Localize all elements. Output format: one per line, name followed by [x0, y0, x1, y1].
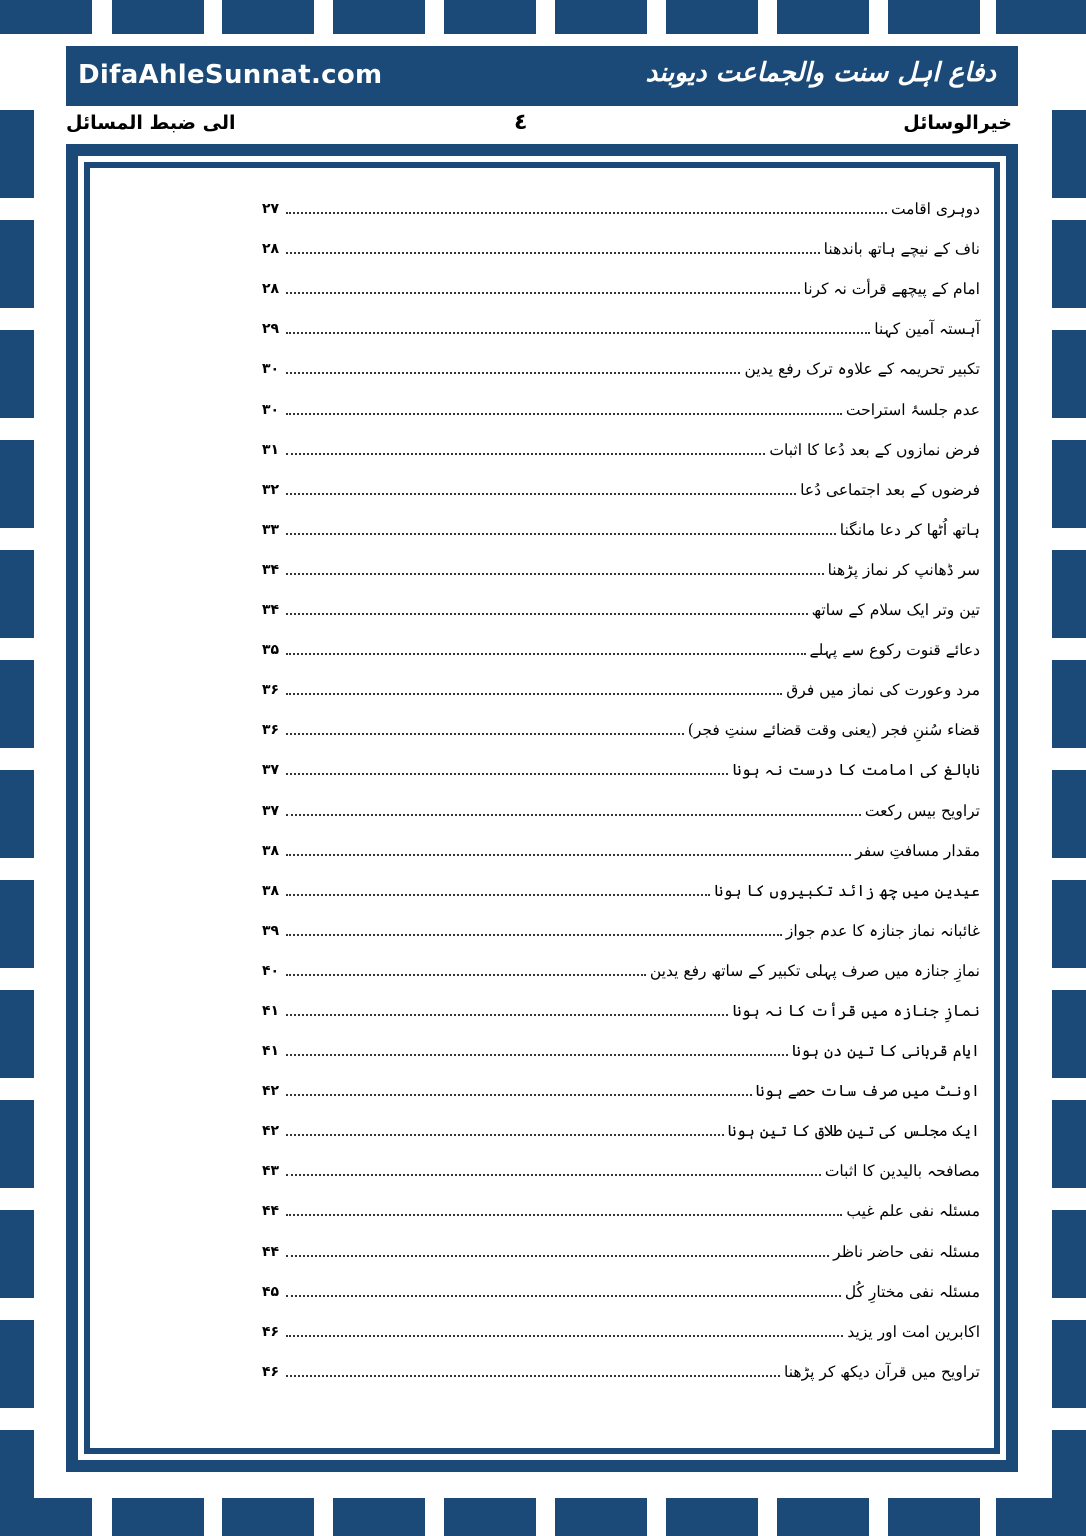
toc-row[interactable] [262, 220, 980, 260]
toc-title: آہستہ آمین کہنا [874, 320, 980, 339]
toc-page-number: ۳۷ [262, 802, 280, 819]
border-tile [1052, 0, 1086, 34]
border-tile [1052, 440, 1086, 528]
toc-row[interactable] [262, 380, 980, 420]
border-tile [1052, 990, 1086, 1078]
toc-page-number: ۴۳ [262, 1163, 280, 1180]
toc-page-number: ۴۲ [262, 1083, 280, 1100]
toc-row[interactable] [262, 902, 980, 942]
toc-row[interactable] [262, 541, 980, 581]
border-tile [666, 1498, 758, 1536]
toc-title: مسئلہ نفی مختارِ کُل [844, 1282, 980, 1301]
toc-title: ایک مجلس کی تین طلاق کا تین ہونا [727, 1122, 980, 1141]
toc-page-number: ۴۱ [262, 1002, 280, 1019]
toc-title: اکابرین امت اور یزید [847, 1322, 980, 1341]
border-tile [1052, 330, 1086, 418]
toc-row[interactable] [262, 822, 980, 862]
toc-page-number: ۲۸ [262, 241, 280, 258]
header-banner [66, 46, 1018, 106]
toc-page-number: ۲۷ [262, 201, 280, 218]
toc-row[interactable] [262, 421, 980, 461]
toc-page-number: ۴۱ [262, 1043, 280, 1060]
toc-row[interactable] [262, 180, 980, 220]
border-tile [0, 1430, 34, 1518]
toc-leader-dots [286, 773, 728, 775]
toc-leader-dots [286, 1014, 728, 1016]
toc-row[interactable] [262, 340, 980, 380]
book-title-part-2: الی ضبط المسائل [66, 112, 236, 134]
toc-page-number: ۳۹ [262, 922, 280, 939]
toc-row[interactable] [262, 1142, 980, 1182]
toc-page-number: ۳۴ [262, 561, 280, 578]
toc-leader-dots [286, 1295, 841, 1297]
toc-leader-dots [286, 934, 782, 936]
toc-title: مسئلہ نفی علم غیب [846, 1202, 980, 1221]
toc-leader-dots [286, 613, 808, 615]
toc-page-number: ۳۴ [262, 602, 280, 619]
toc-page-number: ۳۱ [262, 441, 280, 458]
border-tile [0, 440, 34, 528]
border-tile [555, 1498, 647, 1536]
toc-page-number: ۳۷ [262, 762, 280, 779]
book-subheader [66, 108, 1018, 142]
toc-row[interactable] [262, 781, 980, 821]
toc-page-number: ۳۰ [262, 401, 280, 418]
toc-row[interactable] [262, 1263, 980, 1303]
toc-leader-dots [286, 894, 710, 896]
toc-leader-dots [286, 1054, 788, 1056]
border-tile [112, 1498, 204, 1536]
border-tile [0, 880, 34, 968]
toc-row[interactable] [262, 621, 980, 661]
border-tile [333, 1498, 425, 1536]
border-tile [222, 1498, 314, 1536]
toc-row[interactable] [262, 1022, 980, 1062]
toc-leader-dots [286, 693, 782, 695]
toc-title: فرض نمازوں کے بعد دُعا کا اثبات [769, 440, 980, 459]
toc-title: ناف کے نیچے ہاتھ باندھنا [823, 240, 980, 259]
toc-page-number: ۴۴ [262, 1243, 280, 1260]
toc-page-number: ۲۸ [262, 281, 280, 298]
border-tile [333, 0, 425, 34]
border-tile [0, 330, 34, 418]
toc-page-number: ۴۴ [262, 1203, 280, 1220]
toc-title: مقدار مسافتِ سفر [855, 841, 980, 860]
border-tile [777, 0, 869, 34]
border-tile [444, 1498, 536, 1536]
toc-page-number: ۴۶ [262, 1323, 280, 1340]
border-tile [1052, 1320, 1086, 1408]
toc-page-number: ۳۰ [262, 361, 280, 378]
toc-row[interactable] [262, 1303, 980, 1343]
toc-title: دعائے قنوت رکوع سے پہلے [809, 641, 980, 660]
toc-leader-dots [286, 493, 796, 495]
border-tile [666, 0, 758, 34]
toc-title: مصافحہ بالیدین کا اثبات [824, 1162, 980, 1181]
toc-leader-dots [286, 292, 800, 294]
toc-row[interactable] [262, 1343, 980, 1383]
border-tile [0, 770, 34, 858]
toc-page-number: ۳۸ [262, 882, 280, 899]
toc-leader-dots [286, 413, 842, 415]
border-tile [555, 0, 647, 34]
toc-row[interactable] [262, 982, 980, 1022]
toc-page-number: ۳۸ [262, 842, 280, 859]
border-tile [444, 0, 536, 34]
table-of-contents [262, 180, 980, 1383]
toc-page-number: ۴۶ [262, 1363, 280, 1380]
toc-leader-dots [286, 1174, 821, 1176]
toc-leader-dots [286, 453, 765, 455]
toc-title: نمازِ جنازہ میں قرأت کا نہ ہونا [732, 1001, 980, 1020]
border-tile [1052, 770, 1086, 858]
toc-leader-dots [286, 372, 740, 374]
toc-row[interactable] [262, 862, 980, 902]
toc-leader-dots [286, 1214, 842, 1216]
toc-row[interactable] [262, 260, 980, 300]
toc-title: اونٹ میں صرف سات حصے ہونا [755, 1082, 980, 1101]
toc-leader-dots [286, 1094, 752, 1096]
border-tile [0, 550, 34, 638]
toc-row[interactable] [262, 661, 980, 701]
organization-logo-text: دفاع اہل سنت والجماعت دیوبند [645, 58, 996, 88]
border-tile [0, 110, 34, 198]
border-tile [0, 1210, 34, 1298]
border-tile [0, 0, 34, 34]
border-tile [1052, 1430, 1086, 1518]
border-tile [777, 1498, 869, 1536]
toc-row[interactable] [262, 1222, 980, 1262]
toc-title: عیدین میں چھ زائد تکبیروں کا ہونا [714, 881, 980, 900]
toc-page-number: ۳۲ [262, 481, 280, 498]
toc-leader-dots [286, 1335, 843, 1337]
toc-leader-dots [286, 332, 870, 334]
toc-row[interactable] [262, 1182, 980, 1222]
toc-title: مرد وعورت کی نماز میں فرق [786, 681, 980, 700]
toc-page-number: ۴۵ [262, 1283, 280, 1300]
site-name[interactable]: DifaAhleSunnat.com [78, 60, 383, 90]
toc-row[interactable] [262, 501, 980, 541]
border-tile [1052, 110, 1086, 198]
border-tile [1052, 880, 1086, 968]
toc-page-number: ۳۶ [262, 722, 280, 739]
toc-title: مسئلہ نفی حاضر ناظر [833, 1242, 980, 1261]
toc-leader-dots [286, 1375, 780, 1377]
toc-leader-dots [286, 1255, 829, 1257]
toc-leader-dots [286, 653, 806, 655]
toc-leader-dots [286, 573, 824, 575]
toc-row[interactable] [262, 701, 980, 741]
toc-title: ایام قربانی کا تین دن ہونا [791, 1042, 980, 1061]
toc-page-number: ۳۳ [262, 521, 280, 538]
border-tile [0, 220, 34, 308]
toc-row[interactable] [262, 581, 980, 621]
border-tile [1052, 660, 1086, 748]
toc-leader-dots [286, 733, 684, 735]
page-number: ٤ [514, 110, 528, 135]
border-tile [1052, 220, 1086, 308]
toc-title: امام کے پیچھے قرأت نہ کرنا [803, 280, 980, 299]
toc-title: تکبیر تحریمہ کے علاوہ ترک رفع یدین [744, 360, 980, 379]
toc-title: سر ڈھانپ کر نماز پڑھنا [827, 560, 980, 579]
toc-page-number: ۳۶ [262, 682, 280, 699]
toc-title: نمازِ جنازہ میں صرف پہلی تکبیر کے ساتھ رفع یدین [649, 961, 980, 980]
toc-leader-dots [286, 1134, 724, 1136]
border-tile [112, 0, 204, 34]
toc-leader-dots [286, 974, 646, 976]
toc-page-number: ۳۵ [262, 642, 280, 659]
border-tile [888, 1498, 980, 1536]
toc-page-number: ۴۲ [262, 1123, 280, 1140]
toc-row[interactable] [262, 300, 980, 340]
border-tile [1052, 1100, 1086, 1188]
toc-row[interactable] [262, 1062, 980, 1102]
toc-title: تراویح بیس رکعت [864, 801, 980, 820]
border-tile [0, 1100, 34, 1188]
toc-row[interactable] [262, 1102, 980, 1142]
border-tile [1052, 1210, 1086, 1298]
border-tile [222, 0, 314, 34]
border-tile [888, 0, 980, 34]
toc-page-number: ۴۰ [262, 962, 280, 979]
toc-row[interactable] [262, 741, 980, 781]
toc-leader-dots [286, 212, 887, 214]
toc-row[interactable] [262, 461, 980, 501]
toc-leader-dots [286, 252, 820, 254]
toc-page-number: ۲۹ [262, 321, 280, 338]
toc-leader-dots [286, 533, 836, 535]
book-title-part-1: خیرالوسائل [903, 112, 1012, 134]
toc-title: فرضوں کے بعد اجتماعی دُعا [800, 480, 980, 499]
border-tile [0, 990, 34, 1078]
toc-leader-dots [286, 854, 851, 856]
toc-title: غائبانہ نماز جنازہ کا عدم جواز [785, 921, 980, 940]
border-tile [1052, 550, 1086, 638]
toc-title: دوہری اقامت [890, 200, 980, 219]
toc-title: قضاء سُننِ فجر (یعنی وقت قضائے سنتِ فجر) [687, 721, 980, 740]
toc-row[interactable] [262, 942, 980, 982]
toc-title: ہاتھ اُٹھا کر دعا مانگنا [839, 520, 980, 539]
toc-title: تراویح میں قرآن دیکھ کر پڑھنا [784, 1362, 980, 1381]
toc-title: عدم جلسۂ استراحت [845, 400, 980, 419]
border-tile [0, 660, 34, 748]
toc-leader-dots [286, 814, 861, 816]
border-tile [0, 1320, 34, 1408]
toc-title: نابالغ کی امامت کا درست نہ ہونا [732, 761, 980, 780]
toc-title: تین وتر ایک سلام کے ساتھ [811, 601, 980, 620]
